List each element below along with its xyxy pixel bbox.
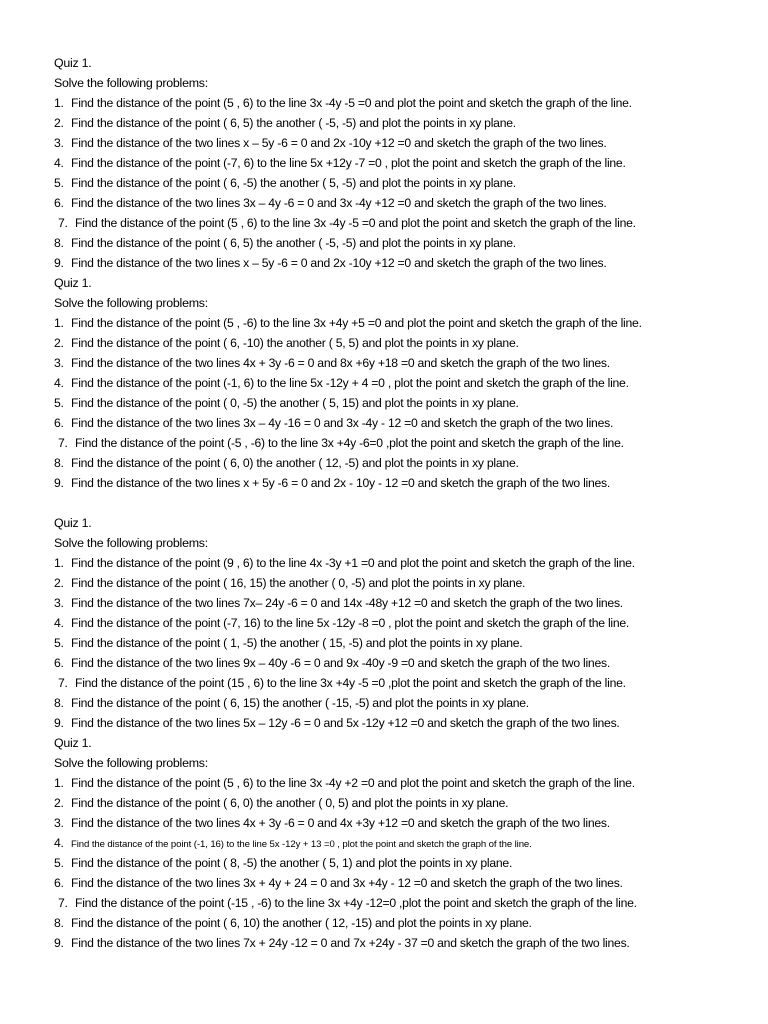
problem-item [54, 213, 768, 233]
problem-text: Find the distance of the point ( 6, 5) the another ( -5, -5) and plot the points in xy plane. [71, 236, 516, 250]
problem-text: Find the distance of the point ( 1, -5) the another ( 15, -5) and plot the points in xy plane. [71, 636, 523, 650]
problem-number: 7. [58, 896, 68, 910]
quiz-section [54, 513, 768, 733]
problem-text: Find the distance of the point (-15 , -6) to the line 3x +4y -12=0 ,plot the point and sketch the graph of the line. [75, 896, 637, 910]
problem-item [54, 673, 768, 693]
problem-text: Find the distance of the point ( 6, 5) the another ( -5, -5) and plot the points in xy plane. [71, 116, 516, 130]
problem-number: 1. [54, 316, 64, 330]
quiz-instructions: Solve the following problems: [54, 756, 208, 770]
problem-text: Find the distance of the two lines x + 5y -6 = 0 and 2x - 10y - 12 =0 and sketch the graph of the two lines. [71, 476, 611, 490]
problem-item [54, 253, 768, 273]
problem-text: Find the distance of the two lines 7x– 24y -6 = 0 and 14x -48y +12 =0 and sketch the graph of the two lines. [71, 596, 623, 610]
problem-item [54, 193, 768, 213]
problem-number: 8. [54, 696, 64, 710]
problem-number: 4. [54, 616, 64, 630]
quiz-title: Quiz 1. [54, 276, 92, 290]
problem-item [54, 453, 768, 473]
problem-number: 3. [54, 356, 64, 370]
problem-text: Find the distance of the point (-1, 16) to the line 5x -12y + 13 =0 , plot the point and sketch the graph of the line. [71, 839, 532, 850]
problem-item [54, 773, 768, 793]
problem-item [54, 873, 768, 893]
problem-item [54, 793, 768, 813]
problem-item [54, 633, 768, 653]
problem-number: 7. [58, 676, 68, 690]
problem-text: Find the distance of the two lines x – 5y -6 = 0 and 2x -10y +12 =0 and sketch the graph of the two lines. [71, 256, 607, 270]
quiz-section [54, 733, 768, 953]
problem-text: Find the distance of the two lines 5x – 12y -6 = 0 and 5x -12y +12 =0 and sketch the graph of the two lines. [71, 716, 620, 730]
problem-number: 6. [54, 196, 64, 210]
problem-number: 4. [54, 376, 64, 390]
problem-item [54, 113, 768, 133]
problem-item [54, 933, 768, 953]
problem-item [54, 893, 768, 913]
problem-item [54, 693, 768, 713]
problem-text: Find the distance of the point ( 6, -10) the another ( 5, 5) and plot the points in xy plane. [71, 336, 519, 350]
problem-item [54, 813, 768, 833]
quiz-title: Quiz 1. [54, 516, 92, 530]
problem-text: Find the distance of the point (15 , 6) to the line 3x +4y -5 =0 ,plot the point and sketch the graph of the line. [75, 676, 626, 690]
problem-number: 5. [54, 176, 64, 190]
problem-number: 4. [54, 836, 64, 850]
problem-number: 6. [54, 876, 64, 890]
problem-item [54, 613, 768, 633]
quiz-instructions: Solve the following problems: [54, 536, 208, 550]
problem-number: 2. [54, 336, 64, 350]
problem-item [54, 313, 768, 333]
problem-number: 3. [54, 816, 64, 830]
problem-text: Find the distance of the two lines 3x – 4y -6 = 0 and 3x -4y +12 =0 and sketch the graph of the two lines. [71, 196, 607, 210]
problem-number: 2. [54, 576, 64, 590]
quiz-instructions: Solve the following problems: [54, 76, 208, 90]
quiz-title: Quiz 1. [54, 56, 92, 70]
problem-item [54, 133, 768, 153]
quiz-section [54, 53, 768, 273]
problem-item [54, 913, 768, 933]
problem-number: 3. [54, 136, 64, 150]
problem-number: 6. [54, 656, 64, 670]
problem-text: Find the distance of the two lines 3x + 4y + 24 = 0 and 3x +4y - 12 =0 and sketch the graph of the two lines. [71, 876, 623, 890]
problem-text: Find the distance of the two lines 3x – 4y -16 = 0 and 3x -4y - 12 =0 and sketch the graph of the two lines. [71, 416, 614, 430]
problem-number: 7. [58, 216, 68, 230]
problem-item [54, 233, 768, 253]
problem-number: 9. [54, 256, 64, 270]
problem-text: Find the distance of the point (-1, 6) to the line 5x -12y + 4 =0 , plot the point and sketch the graph of the line. [71, 376, 629, 390]
problem-item [54, 393, 768, 413]
problem-item [54, 573, 768, 593]
problem-item [54, 553, 768, 573]
problem-text: Find the distance of the two lines 4x + 3y -6 = 0 and 8x +6y +18 =0 and sketch the graph of the two lines. [71, 356, 610, 370]
problem-text: Find the distance of the two lines 7x + 24y -12 = 0 and 7x +24y - 37 =0 and sketch the graph of the two lines. [71, 936, 630, 950]
problem-number: 8. [54, 916, 64, 930]
problem-text: Find the distance of the point (5 , 6) to the line 3x -4y -5 =0 and plot the point and sketch the graph of the line. [71, 96, 632, 110]
quiz-section [54, 273, 768, 493]
problem-text: Find the distance of the point ( 6, 15) the another ( -15, -5) and plot the points in xy plane. [71, 696, 529, 710]
problem-item [54, 413, 768, 433]
problem-item [54, 353, 768, 373]
problem-text: Find the distance of the point ( 6, 0) the another ( 0, 5) and plot the points in xy plane. [71, 796, 509, 810]
problem-text: Find the distance of the point (5 , -6) to the line 3x +4y +5 =0 and plot the point and sketch the graph of the line. [71, 316, 642, 330]
problem-item [54, 333, 768, 353]
problem-number: 3. [54, 596, 64, 610]
problem-number: 4. [54, 156, 64, 170]
quiz-title: Quiz 1. [54, 736, 92, 750]
problem-text: Find the distance of the two lines 4x + 3y -6 = 0 and 4x +3y +12 =0 and sketch the graph of the two lines. [71, 816, 610, 830]
problem-number: 5. [54, 856, 64, 870]
problem-text: Find the distance of the point ( 6, 0) the another ( 12, -5) and plot the points in xy plane. [71, 456, 519, 470]
problem-text: Find the distance of the point (9 , 6) to the line 4x -3y +1 =0 and plot the point and sketch the graph of the line. [71, 556, 635, 570]
problem-item [54, 173, 768, 193]
problem-number: 5. [54, 396, 64, 410]
problem-item [54, 593, 768, 613]
problem-text: Find the distance of the point ( 6, -5) the another ( 5, -5) and plot the points in xy plane. [71, 176, 516, 190]
problem-number: 8. [54, 236, 64, 250]
problem-number: 9. [54, 716, 64, 730]
problem-text: Find the distance of the point ( 6, 10) the another ( 12, -15) and plot the points in xy plane. [71, 916, 532, 930]
problem-number: 8. [54, 456, 64, 470]
problem-number: 2. [54, 796, 64, 810]
problem-number: 1. [54, 776, 64, 790]
problem-text: Find the distance of the two lines 9x – 40y -6 = 0 and 9x -40y -9 =0 and sketch the graph of the two lines. [71, 656, 610, 670]
problem-text: Find the distance of the point (5 , 6) to the line 3x -4y -5 =0 and plot the point and sketch the graph of the line. [75, 216, 636, 230]
problem-item [54, 653, 768, 673]
problem-number: 9. [54, 936, 64, 950]
problem-number: 6. [54, 416, 64, 430]
problem-item [54, 473, 768, 493]
quiz-instructions: Solve the following problems: [54, 296, 208, 310]
problem-text: Find the distance of the point (5 , 6) to the line 3x -4y +2 =0 and plot the point and sketch the graph of the line. [71, 776, 635, 790]
problem-item [54, 833, 768, 853]
problem-item [54, 853, 768, 873]
problem-text: Find the distance of the point (-7, 6) to the line 5x +12y -7 =0 , plot the point and sketch the graph of the line. [71, 156, 626, 170]
problem-item [54, 93, 768, 113]
problem-text: Find the distance of the point ( 16, 15) the another ( 0, -5) and plot the points in xy plane. [71, 576, 526, 590]
problem-number: 9. [54, 476, 64, 490]
problem-number: 1. [54, 556, 64, 570]
problem-item [54, 433, 768, 453]
problem-item [54, 713, 768, 733]
problem-text: Find the distance of the point (-5 , -6) to the line 3x +4y -6=0 ,plot the point and sketch the graph of the line. [75, 436, 624, 450]
problem-text: Find the distance of the point ( 8, -5) the another ( 5, 1) and plot the points in xy plane. [71, 856, 513, 870]
problem-text: Find the distance of the two lines x – 5y -6 = 0 and 2x -10y +12 =0 and sketch the graph of the two lines. [71, 136, 607, 150]
problem-number: 1. [54, 96, 64, 110]
problem-number: 2. [54, 116, 64, 130]
problem-number: 7. [58, 436, 68, 450]
problem-text: Find the distance of the point ( 0, -5) the another ( 5, 15) and plot the points in xy plane. [71, 396, 519, 410]
problem-item [54, 373, 768, 393]
problem-item [54, 153, 768, 173]
problem-text: Find the distance of the point (-7, 16) to the line 5x -12y -8 =0 , plot the point and sketch the graph of the line. [71, 616, 630, 630]
problem-number: 5. [54, 636, 64, 650]
